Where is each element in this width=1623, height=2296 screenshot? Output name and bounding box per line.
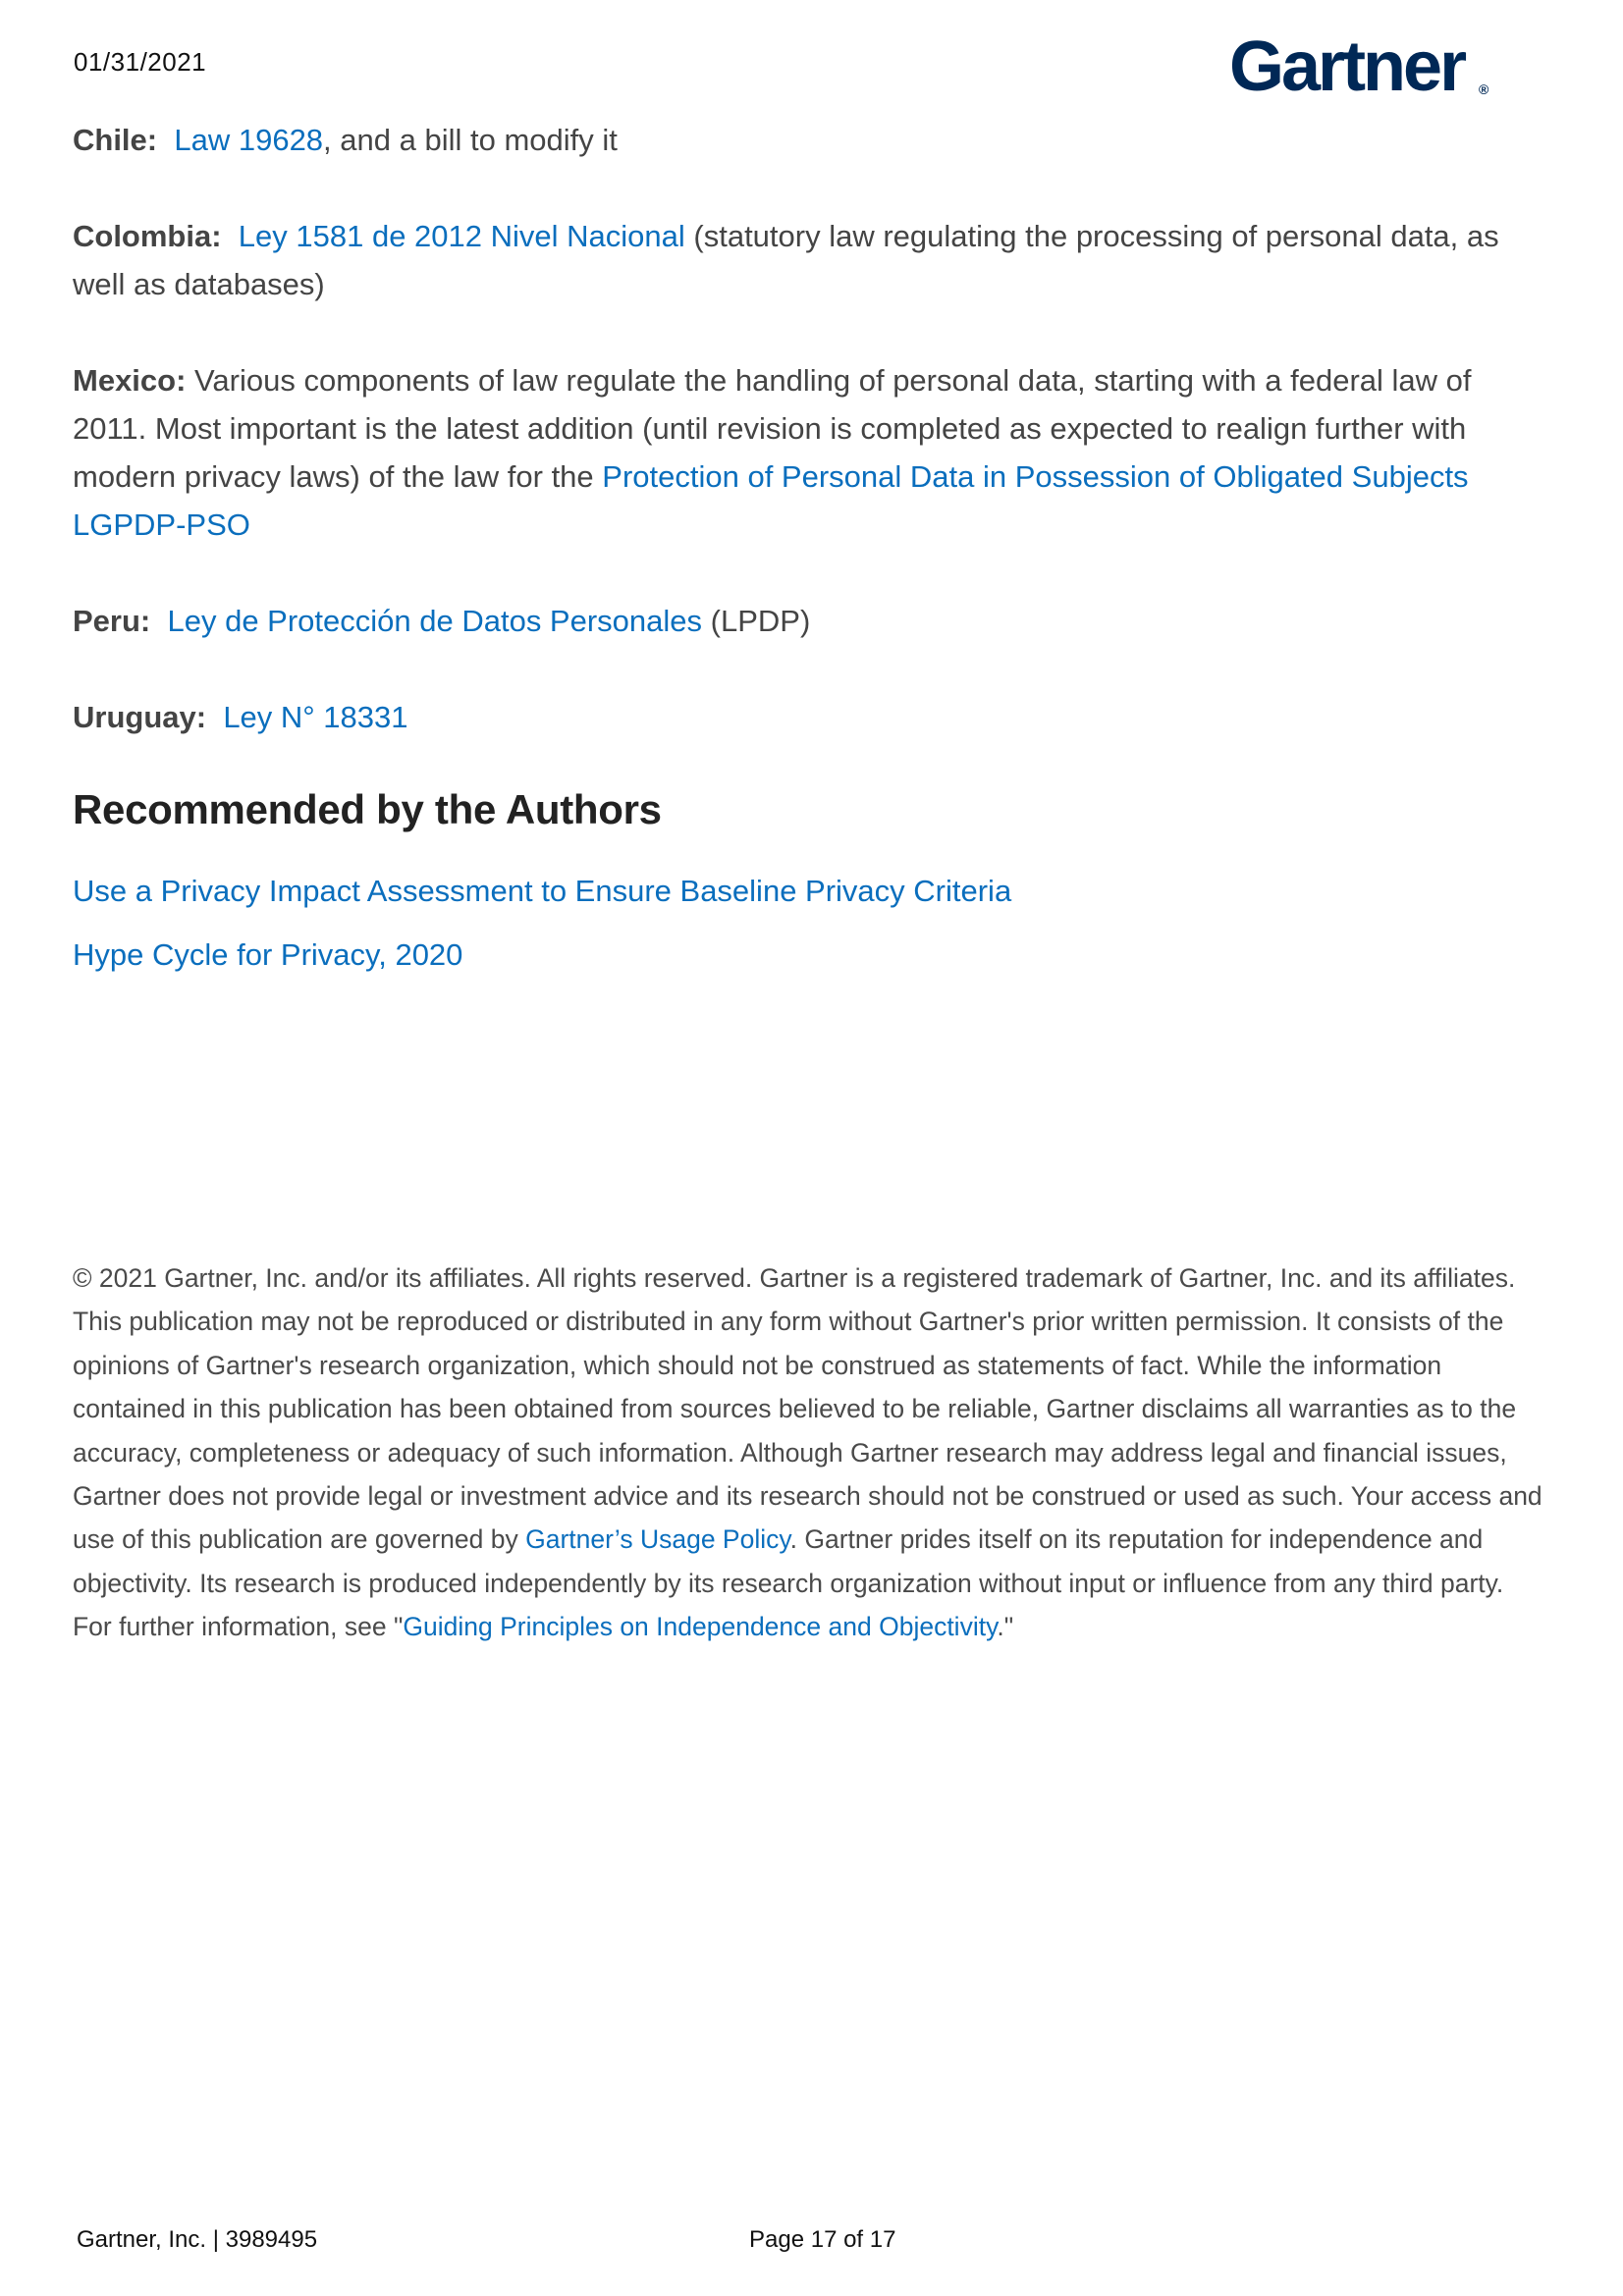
country-label-peru: Peru: [73,604,151,638]
link-law-19628[interactable]: Law 19628 [174,123,324,157]
recommended-links [73,859,1011,987]
gartner-logo-icon [1229,27,1494,102]
entry-uruguay [73,693,1545,741]
footer-company-doc-id: Gartner, Inc. | 3989495 [77,2226,318,2253]
copyright-notice [73,1256,1545,1649]
entry-mexico-text: Various components of law regulate the handling of personal data, starting with a federal law of 2011. Most important is the latest addition (until revision is completed as expected to realign further with modern privacy laws) of the law for the [73,363,1472,494]
recommended-heading: Recommended by the Authors [73,786,662,832]
recommended-link-hype-cycle-privacy[interactable]: Hype Cycle for Privacy, 2020 [73,937,463,972]
entry-peru-text: (LPDP) [702,604,811,638]
copyright-text-2: . Gartner prides itself on its reputation for independence and objectivity. Its research is produced independently by its research organization without input or influence from any third party. For further information, see " [73,1524,1504,1642]
entry-mexico [73,356,1545,549]
copyright-text-1: © 2021 Gartner, Inc. and/or its affiliates. All rights reserved. Gartner is a registered trademark of Gartner, Inc. and its affiliates. This publication may not be reproduced or distributed in any form without Gartner's prior written permission. It consists of the opinions of Gartner's research organization, which should not be construed as statements of fact. While the information contained in this publication has been obtained from sources believed to be reliable, Gartner disclaims all warranties as to the accuracy, completeness or adequacy of such information. Although Gartner research may address legal and financial issues, Gartner does not provide legal or investment advice and its research should not be construed or used as such. Your access and use of this publication are governed by [73,1263,1542,1555]
usage-policy-link[interactable]: Gartner’s Usage Policy [525,1524,790,1555]
country-label-mexico: Mexico: [73,363,187,398]
entry-colombia-text: (statutory law regulating the processing of personal data, as well as databases) [73,219,1499,301]
registered-mark: ® [1479,81,1489,97]
entry-chile [73,116,1545,164]
country-label-colombia: Colombia: [73,219,222,253]
country-label-uruguay: Uruguay: [73,700,207,734]
link-ley-proteccion-datos[interactable]: Ley de Protección de Datos Personales [167,604,703,638]
entry-chile-text: , and a bill to modify it [323,123,618,157]
link-ley-18331[interactable]: Ley N° 18331 [223,700,408,734]
link-ley-1581[interactable]: Ley 1581 de 2012 Nivel Nacional [238,219,685,253]
country-label-chile: Chile: [73,123,158,157]
footer-page-number: Page 17 of 17 [749,2226,896,2253]
link-lgpdp-pso[interactable]: Protection of Personal Data in Possession of Obligated Subjects LGPDP-PSO [73,459,1469,542]
entry-colombia [73,212,1545,308]
country-law-list [73,116,1545,789]
document-date: 01/31/2021 [74,47,207,77]
recommended-link-privacy-impact-assessment[interactable]: Use a Privacy Impact Assessment to Ensure Baseline Privacy Criteria [73,874,1012,908]
entry-peru [73,597,1545,645]
guiding-principles-link[interactable]: Guiding Principles on Independence and Objectivity [403,1612,998,1642]
gartner-logo [1229,27,1494,102]
logo-wordmark: Gartner [1229,27,1465,102]
copyright-text-3: ." [997,1612,1014,1642]
